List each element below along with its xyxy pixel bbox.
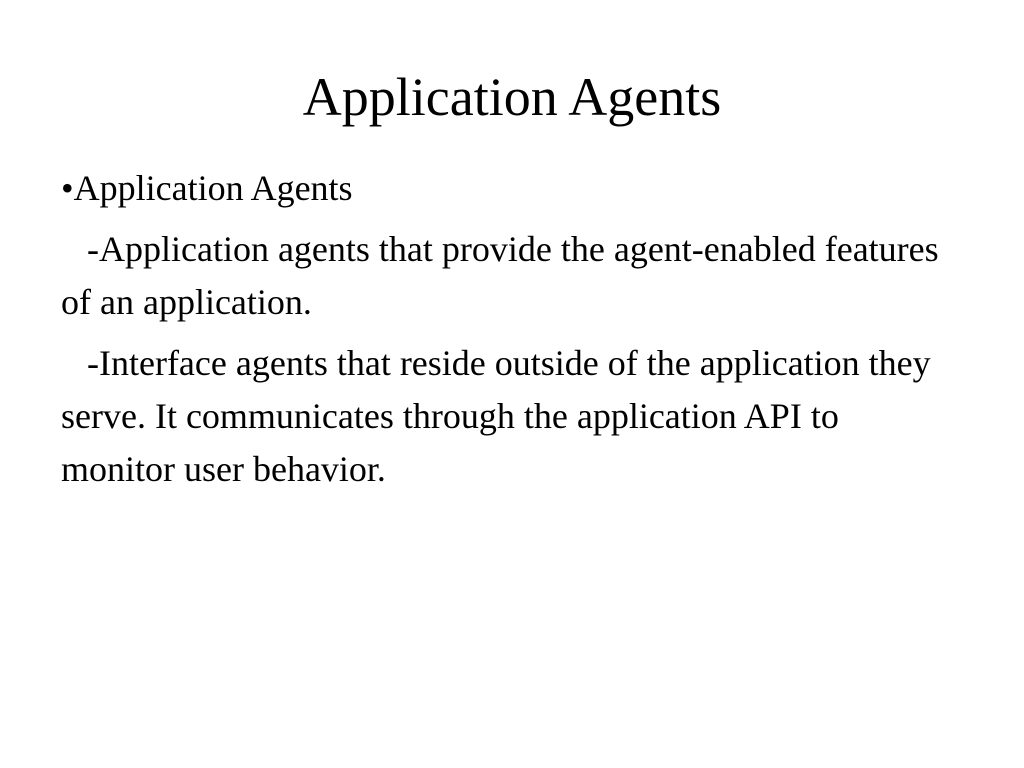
paragraph-interface-agents bbox=[61, 337, 961, 496]
paragraph-text: -Interface agents that reside outside of the application they serve. It communicates through the application API to monitor user behavior. bbox=[61, 343, 931, 489]
slide-title: Application Agents bbox=[302, 67, 722, 127]
paragraph-text: -Application agents that provide the agent-enabled features of an application. bbox=[61, 229, 939, 322]
paragraph-application-agents bbox=[61, 223, 961, 329]
bullet-heading: •Application Agents bbox=[61, 168, 353, 208]
slide-body bbox=[61, 162, 961, 504]
